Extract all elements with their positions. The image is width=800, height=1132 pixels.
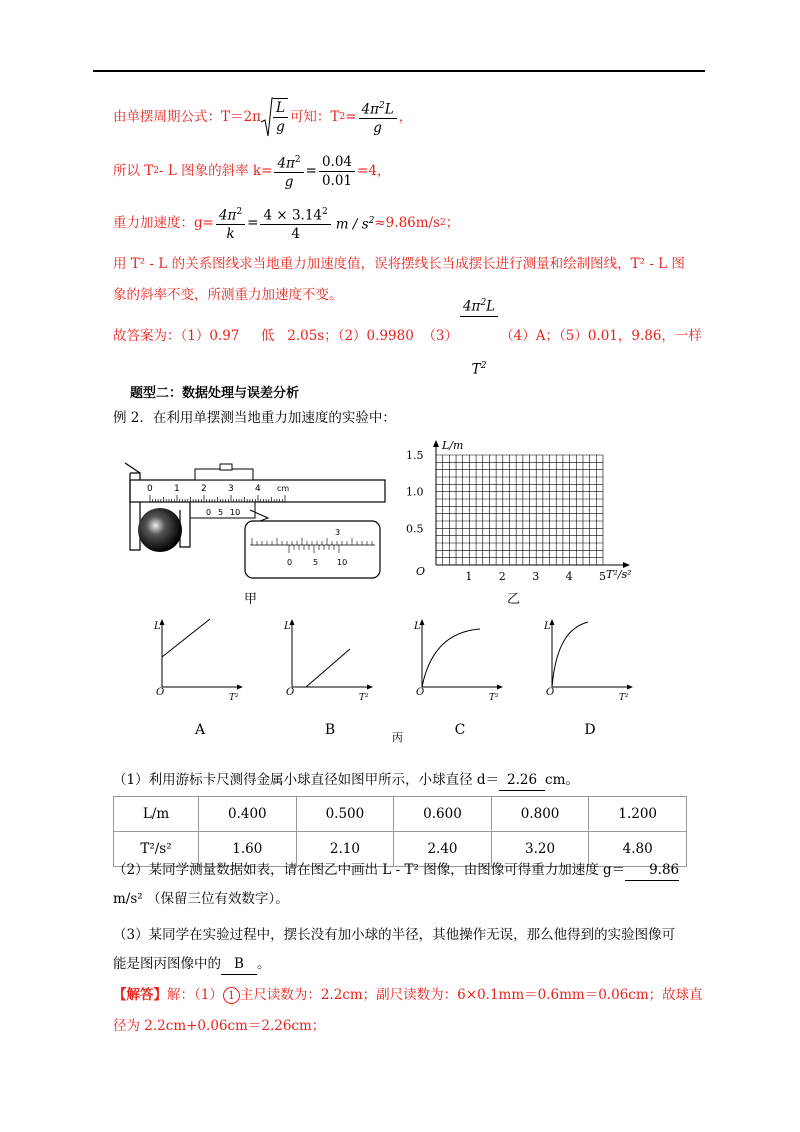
main-scale-label: 2	[201, 484, 207, 494]
yi-ylabel: L/m	[442, 440, 464, 452]
panel-option-label: D	[584, 722, 596, 738]
yi-xlabel: T²/s²	[606, 568, 632, 581]
question-1: （1）利用游标卡尺测得金属小球直径如图甲所示，小球直径 d＝ 2.26 cm。	[113, 770, 579, 791]
zoom-box	[245, 521, 380, 578]
table-cell: 0.800	[491, 797, 589, 832]
zoom-vernier-label: 0	[287, 558, 293, 567]
grid-figure-yi	[398, 440, 648, 585]
zoom-main-label: 3	[335, 528, 341, 537]
table-cell: 0.600	[394, 797, 492, 832]
main-scale-unit: cm	[277, 484, 290, 493]
panel-origin: O	[286, 687, 295, 698]
panel-curve	[306, 649, 350, 687]
panel-xlabel: T²	[619, 693, 629, 703]
explanation-line2: 径为 2.2cm+0.06cm＝2.26cm；	[113, 1018, 326, 1034]
data-table	[113, 796, 687, 867]
section-title: 题型二：数据处理与误差分析	[130, 386, 300, 401]
caliper-slider-top	[195, 469, 253, 480]
panel-x-arrow	[367, 685, 373, 690]
caliper-moving-jaw	[180, 502, 190, 547]
table-cell: 4.80	[589, 832, 687, 867]
vernier-caliper-figure	[110, 455, 390, 590]
panel-option-label: A	[194, 722, 206, 738]
yi-ytick-label: 1.5	[406, 449, 424, 462]
panel-ylabel: L	[154, 621, 161, 632]
header-rule	[93, 70, 705, 72]
yi-xtick-label: 1	[465, 570, 473, 583]
explanation-line1: 【解答】解：（1） 1 主尺读数为：2.2cm；副尺读数为：6×0.1mm＝0.6mm＝0.06cm；故球直	[113, 987, 703, 1003]
example-intro: 例 2．在利用单摆测当地重力加速度的实验中：	[113, 410, 396, 426]
question-2-cont: m/s² （保留三位有效数字）。	[113, 891, 289, 907]
figure-caption-jia: 甲	[244, 592, 258, 607]
vernier-label: 0	[206, 508, 212, 517]
main-scale-label: 0	[147, 484, 153, 494]
graph-panel-a	[153, 619, 243, 738]
zoom-vernier-label: 10	[337, 558, 348, 567]
metal-ball	[138, 508, 182, 552]
yi-ytick-label: 1.0	[406, 485, 424, 499]
main-scale-label: 3	[228, 484, 234, 494]
y-axis-arrow	[433, 440, 439, 447]
question-2: （2）某同学测量数据如表，请在图乙中画出 L - T² 图像，由图像可得重力加速度 g＝ 9.86	[113, 860, 679, 881]
table-cell: 2.40	[394, 832, 492, 867]
panel-option-label: B	[324, 722, 336, 738]
q2-answer-blank: 9.86	[625, 860, 679, 881]
table-cell: 2.10	[296, 832, 394, 867]
yi-xtick-label: 4	[565, 570, 573, 583]
panel-curve	[422, 629, 480, 687]
solution-note-line2: 象的斜率不变，所测重力加速度不变。	[113, 287, 343, 303]
zoom-vernier-label: 5	[313, 558, 319, 567]
solution-line-gravity: 重力加速度：g= $\frac{4\pi^2}{k}$ = $\frac{4 \times 3.14^2}{4}$ m / $s^2$ ≈9.86m/s 2 ；	[113, 200, 459, 246]
yi-origin: O	[416, 565, 426, 578]
table-cell: 1.60	[199, 832, 297, 867]
panel-xlabel: T²	[489, 693, 499, 703]
sqrt-sign-icon	[261, 96, 273, 138]
vernier-label: 10	[230, 508, 241, 517]
panel-origin: O	[546, 687, 555, 698]
row-header: L/m	[114, 797, 199, 832]
panel-ylabel: L	[414, 621, 421, 632]
panel-xlabel: T²	[229, 693, 239, 703]
caliper-upper-tip	[125, 463, 140, 473]
panel-curve	[162, 619, 210, 657]
main-scale-label: 1	[174, 484, 180, 494]
q3-answer-blank: B	[221, 954, 257, 975]
graph-panel-d	[543, 619, 633, 738]
figure-caption-bing: 丙	[392, 731, 403, 744]
solution-note-line1: 用 T² - L 的关系图线求当地重力加速度值，误将摆线长当成摆长进行测量和绘制图线，T² - L 图	[113, 256, 685, 272]
row-header: T²/s²	[114, 832, 199, 867]
panel-ylabel: L	[284, 621, 291, 632]
yi-xtick-label: 2	[498, 570, 506, 583]
main-scale-label: 4	[255, 484, 261, 494]
yi-xtick-label: 5	[599, 570, 606, 583]
panel-x-arrow	[627, 685, 633, 690]
panel-xlabel: T²	[359, 693, 369, 703]
answer-summary: 故答案为：（1）0.97 低 2.05s；（2）0.9980 （3） $\frac{4\pi^2L}{T^2}$ （4）A；（5）0.01，9.86，一样	[113, 314, 702, 358]
panel-origin: O	[416, 687, 425, 698]
graph-panel-b	[283, 619, 373, 738]
question-3-line1: （3）某同学在实验过程中，摆长没有加小球的半径，其他操作无误，那么他得到的实验图像可	[113, 927, 676, 943]
panel-ylabel: L	[544, 621, 551, 632]
yi-xtick-label: 3	[532, 570, 540, 583]
q1-answer-blank: 2.26	[499, 770, 545, 791]
question-3-line2: 能是图丙图像中的 B 。	[113, 954, 271, 975]
table-cell: 0.400	[199, 797, 297, 832]
panel-origin: O	[156, 687, 165, 698]
solution-line-period: 由单摆周期公式：T＝2π $\frac{L}{g}$ 可知：T 2 = $\frac{4\pi^2L}{g}$ ，	[113, 92, 412, 142]
table-cell: 3.20	[491, 832, 589, 867]
panel-curve	[552, 622, 588, 687]
panel-x-arrow	[497, 685, 503, 690]
figure-caption-yi: 乙	[507, 592, 521, 607]
panel-option-label: C	[454, 722, 466, 738]
graphs-figure-bing	[140, 612, 660, 742]
graph-panel-c	[413, 619, 503, 738]
table-cell: 0.500	[296, 797, 394, 832]
vernier-label: 5	[218, 508, 224, 517]
solution-line-slope: 所以 T 2 - L 图象的斜率 k= $\frac{4\pi^2}{g}$ = $\frac{0.04}{0.01}$ =4，	[113, 148, 390, 194]
table-row	[114, 797, 687, 832]
table-cell: 1.200	[589, 797, 687, 832]
caliper-thumb	[220, 464, 232, 470]
yi-ytick-label: 0.5	[406, 522, 424, 536]
circled-number: 1	[223, 987, 240, 1004]
panel-x-arrow	[237, 685, 243, 690]
